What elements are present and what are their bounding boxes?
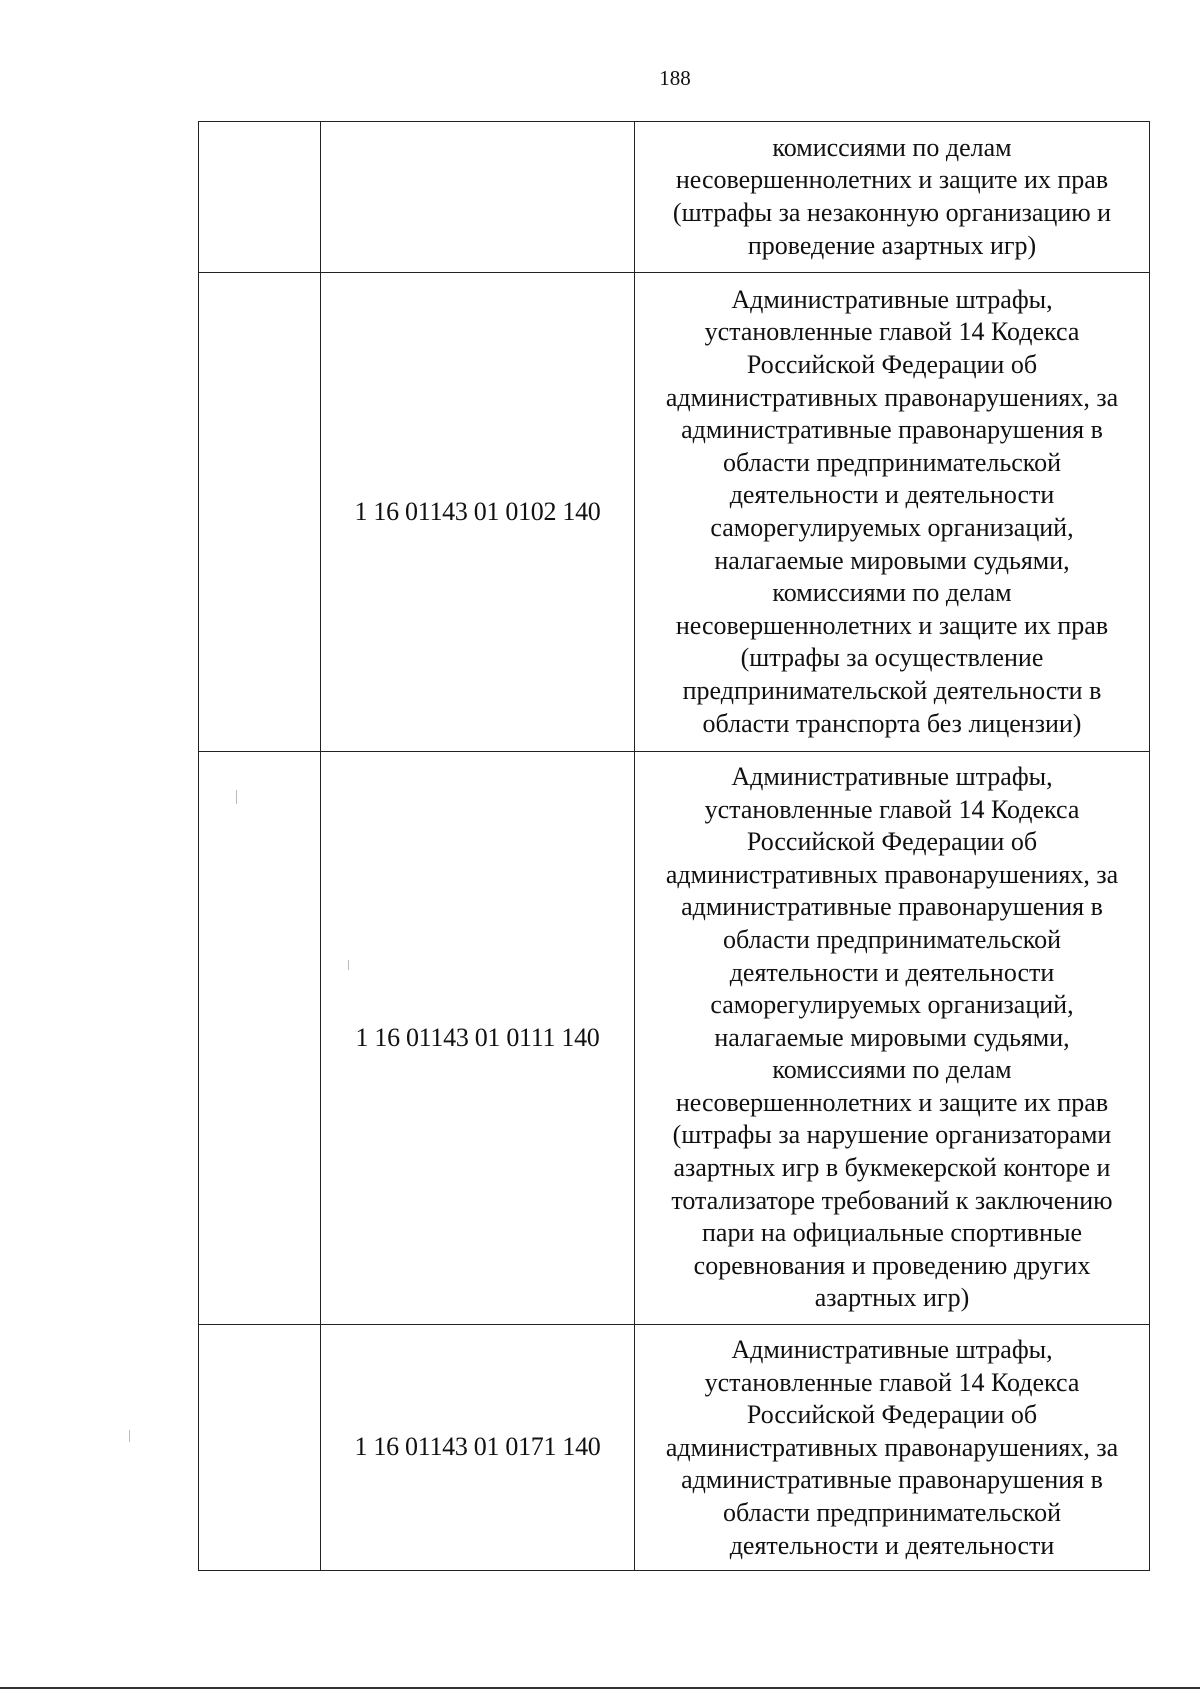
description-line: Российской Федерации об	[746, 350, 1038, 380]
description-line: административные правонарушения в	[681, 1465, 1103, 1495]
table-row	[199, 752, 1150, 1325]
description-line: Административные штрафы,	[731, 1335, 1053, 1364]
description-line: административных правонарушениях, за	[665, 1432, 1119, 1462]
description-line: соревнования и проведению других	[693, 1250, 1091, 1280]
row-number-cell	[199, 122, 321, 273]
scan-speck	[236, 790, 237, 804]
row-number-cell	[199, 752, 321, 1325]
description-cell	[635, 122, 1150, 273]
description-line: деятельности и деятельности	[729, 957, 1055, 987]
description-line: комиссиями по делам	[772, 578, 1012, 608]
description-line: области предпринимательской	[722, 447, 1062, 477]
description-line: области предпринимательской	[722, 1497, 1062, 1527]
description-line: Административные штрафы,	[731, 761, 1053, 791]
description-line: (штрафы за осуществление	[740, 643, 1044, 673]
budget-code-cell: 1 16 01143 01 0171 140	[321, 1325, 635, 1571]
description-line: установленные главой 14 Кодекса	[704, 317, 1080, 347]
description-line: области транспорта без лицензии)	[702, 708, 1082, 738]
description-line: административных правонарушениях, за	[665, 382, 1119, 412]
description-cell	[635, 273, 1150, 752]
description-line: административные правонарушения в	[681, 892, 1103, 922]
description-line: азартных игр)	[814, 1283, 970, 1313]
description-line: Российской Федерации об	[746, 1400, 1038, 1430]
page-number: 188	[659, 66, 691, 90]
description-line: деятельности и деятельности	[729, 1530, 1055, 1560]
description-line: комиссиями по делам	[772, 1055, 1012, 1085]
description-line: деятельности и деятельности	[729, 480, 1055, 510]
table-row	[199, 1325, 1150, 1571]
description-line: саморегулируемых организаций,	[710, 990, 1074, 1020]
description-line: несовершеннолетних и защите их прав	[675, 610, 1109, 640]
budget-code-cell: 1 16 01143 01 0111 140	[321, 752, 635, 1325]
description-line: Административные штрафы,	[731, 284, 1053, 314]
description-line: саморегулируемых организаций,	[710, 513, 1074, 542]
budget-code-cell: 1 16 01143 01 0102 140	[321, 273, 635, 752]
description-line: административные правонарушения в	[681, 415, 1103, 445]
description-line: пари на официальные спортивные	[701, 1218, 1083, 1248]
description-line: (штрафы за нарушение организаторами	[672, 1120, 1112, 1150]
description-line: установленные главой 14 Кодекса	[704, 1367, 1080, 1397]
description-line: несовершеннолетних и защите их прав	[675, 165, 1109, 195]
description-cell	[635, 1325, 1150, 1571]
description-line: налагаемые мировыми судьями,	[714, 545, 1070, 575]
description-line: проведение азартных игр)	[747, 230, 1037, 260]
description-line: установленные главой 14 Кодекса	[704, 794, 1080, 824]
row-number-cell	[199, 1325, 321, 1571]
budget-code-cell	[321, 122, 635, 273]
description-line: комиссиями по делам	[772, 132, 1012, 162]
description-cell	[635, 752, 1150, 1325]
budget-code-table	[198, 121, 1150, 1571]
description-line: азартных игр в букмекерской конторе и	[673, 1153, 1111, 1183]
row-number-cell	[199, 273, 321, 752]
description-line: Российской Федерации об	[746, 827, 1038, 857]
scan-speck	[129, 1430, 130, 1442]
page-bottom-rule	[0, 1687, 1200, 1689]
scan-speck	[348, 960, 349, 970]
table-row	[199, 273, 1150, 752]
description-line: административных правонарушениях, за	[665, 859, 1119, 889]
description-line: несовершеннолетних и защите их прав	[675, 1087, 1109, 1117]
description-line: тотализаторе требований к заключению	[671, 1185, 1113, 1215]
description-line: (штрафы за незаконную организацию и	[672, 198, 1112, 227]
table-row	[199, 122, 1150, 273]
description-line: предпринимательской деятельности в	[682, 675, 1102, 705]
description-line: области предпринимательской	[722, 924, 1062, 954]
description-line: налагаемые мировыми судьями,	[714, 1022, 1070, 1052]
